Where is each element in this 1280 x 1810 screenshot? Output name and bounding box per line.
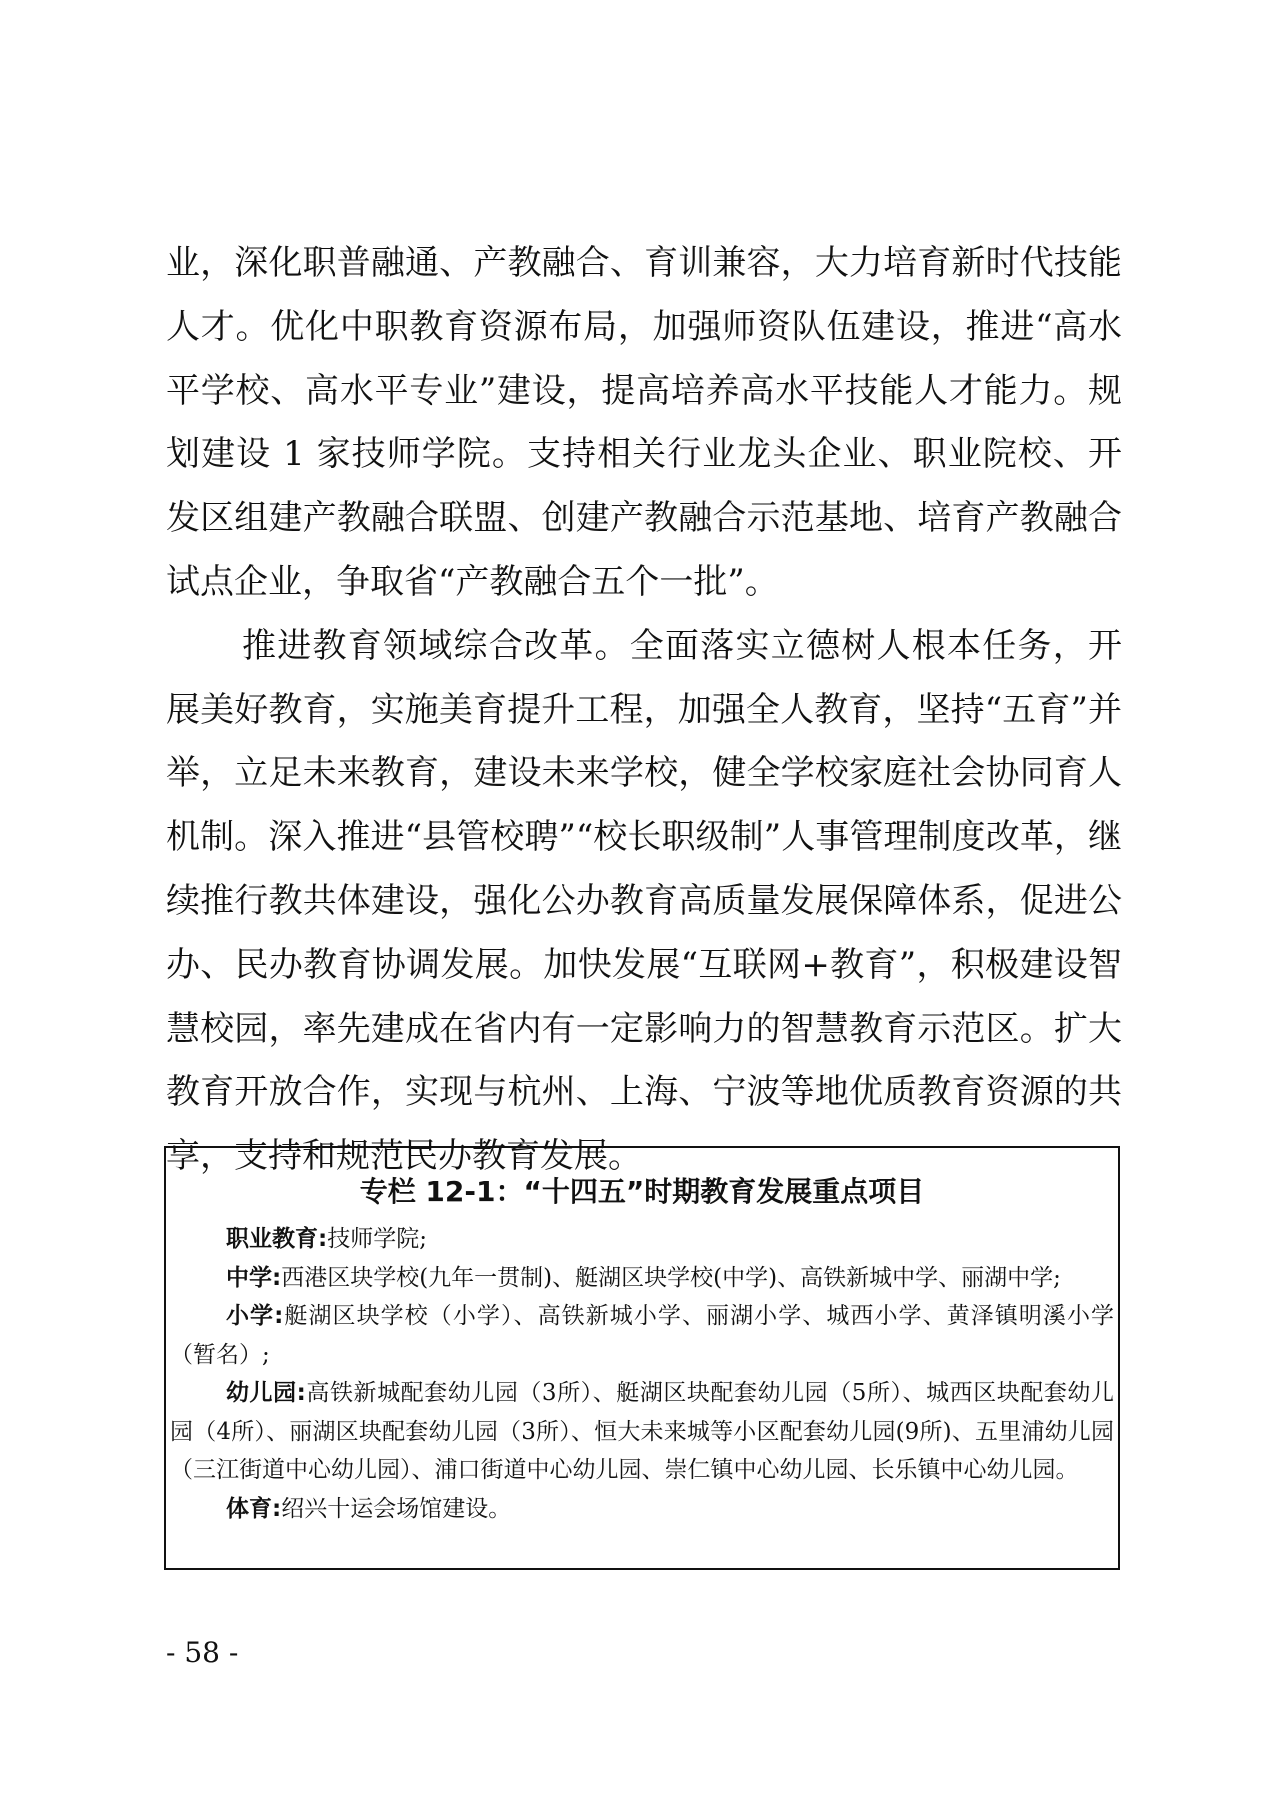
project-box <box>164 1146 1120 1570</box>
page-number: - 58 - <box>166 1636 239 1669</box>
box-item-label: 幼儿园: <box>226 1380 306 1406</box>
box-item-vocational <box>170 1220 1114 1259</box>
body-text <box>166 232 1122 1189</box>
box-item-label: 体育: <box>226 1495 282 1522</box>
paragraph-reform: 推进教育领域综合改革。全面落实立德树人根本任务，开展美好教育，实施美育提升工程，加强全人教育，坚持“五育”并举，立足未来教育，建设未来学校，健全学校家庭社会协同育人机制。深入推进“县管校聘”“校长职级制”人事管理制度改革，继续推行教共体建设，强化公办教育高质量发展保障体系，促进公办、民办教育协调发展。加快发展“互联网+教育”，积极建设智慧校园，率先建成在省内有一定影响力的智慧教育示范区。扩大教育开放合作，实现与杭州、上海、宁波等地优质教育资源的共享，支持和规范民办教育发展。 <box>166 625 1122 1177</box>
box-item-primary-school <box>170 1297 1114 1374</box>
box-item-list <box>166 1220 1118 1528</box>
box-item-label: 职业教育: <box>226 1226 328 1252</box>
box-title: 专栏 12-1：“十四五”时期教育发展重点项目 <box>359 1175 925 1208</box>
box-item-text: 西港区块学校(九年一贯制)、艇湖区块学校(中学)、高铁新城中学、丽湖中学; <box>281 1264 1061 1291</box>
box-item-text: 艇湖区块学校（小学）、高铁新城小学、丽湖小学、城西小学、黄泽镇明溪小学（暂名）; <box>170 1303 1115 1368</box>
box-item-text: 高铁新城配套幼儿园（3所）、艇湖区块配套幼儿园（5所）、城西区块配套幼儿园（4所）、丽湖区块配套幼儿园（3所）、恒大未来城等小区配套幼儿园(9所)、五里浦幼儿园（三江街道中心幼儿园）、浦口街道中心幼儿园、崇仁镇中心幼儿园、长乐镇中心幼儿园。 <box>170 1380 1114 1483</box>
box-item-text: 技师学院; <box>327 1226 427 1252</box>
box-item-kindergarten <box>170 1374 1114 1490</box>
box-item-label: 中学: <box>226 1264 282 1291</box>
box-item-label: 小学: <box>226 1303 284 1329</box>
paragraph-vocational: 业，深化职普融通、产教融合、育训兼容，大力培育新时代技能人才。优化中职教育资源布局，加强师资队伍建设，推进“高水平学校、高水平专业”建设，提高培养高水平技能人才能力。规划建设 1 家技师学院。支持相关行业龙头企业、职业院校、开发区组建产教融合联盟、创建产教融合示范基地、培育产教融合试点企业，争取省“产教融合五个一批”。 <box>166 243 1122 602</box>
box-item-middle-school <box>170 1259 1114 1298</box>
box-item-text: 绍兴十运会场馆建设。 <box>281 1495 512 1522</box>
box-item-sports <box>170 1490 1114 1529</box>
